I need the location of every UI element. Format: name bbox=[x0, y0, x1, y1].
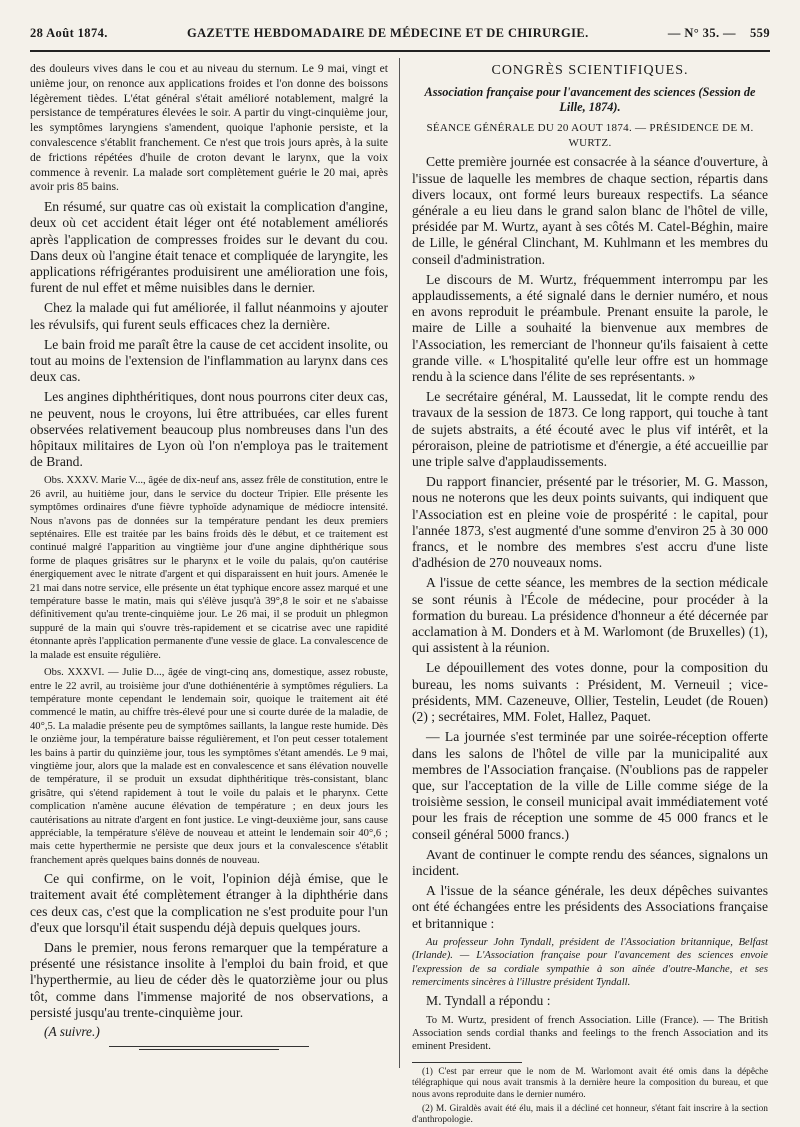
right-paragraph-7: — La journée s'est terminée par une soirée-réception offerte dans les salons de l'hôtel de ville par la municipalité aux membres de l'Association française. (N'oublions pas de rappeler que, sur l'acceptation de la ville de Lille comme siége de la troisième session, le conseil municipal avait immédiatement voté pour les frais de réception une somme de 45 000 francs et le conseil général 5000 francs.) bbox=[412, 729, 768, 842]
observation-36: Obs. XXXVI. — Julie D..., âgée de vingt-cinq ans, domestique, assez robuste, entre le 22 avril, au troisième jour d'une dothiénentérie à symptômes réguliers. La température monte cependant le lendemain soir, quoique le traitement ait été commencé le matin, au chiffre très-élevé pour une si courte durée de la maladie, de 40°,5. La maladie présente peu de symptômes saillants, la langue reste humide. Dès le onzième jour, la température baisse régulièrement, et l'on peut cesser totalement les bains à partir du quinzième jour, tous les symptômes s'étant amendés. Le 9 mai, vingtième jour, alors que la malade est en convalescence et sans élévation nouvelle de température, il se produit un exsudat diphthéritique très-consistant, blanc grisâtre, qui s'étend rapidement à tout le voile du palais et le pharynx. Cette complication n'amène aucune élévation de température ; en deux jours les cautérisations au nitrate d'argent en font justice. Le vingt-deuxième jour, sans cause appréciable, la température s'élève de nouveau et atteint le lendemain soir 40°,6 ; mais cette hyperthermie ne persiste que deux jours et la convalescence s'établit franchement après quelques bains donnés de nouveau. bbox=[30, 667, 388, 866]
left-paragraph-2: En résumé, sur quatre cas où existait la complication d'angine, deux où cet accident était léger ont été notablement améliorés après l'application de compresses froides sur le devant du cou. Dans deux où l'angine était tenace et compliquée de laryngite, les applications réfrigérantes produisirent une amélioration une fois, furent de nul effet et même nuisibles dans le dernier. bbox=[30, 199, 388, 296]
left-paragraph-8: Ce qui confirme, on le voit, l'opinion déjà émise, que le traitement avait été complètement étranger à la diphthérie dans ces deux cas, c'est que la complication ne s'est produite pour l'un d'eux que lorsqu'il était suspendu déjà depuis quelques jours. bbox=[30, 871, 388, 935]
header-page-number: 559 bbox=[750, 25, 770, 40]
right-paragraph-5: A l'issue de cette séance, les membres de la section médicale se sont réunis à l'École de médecine, pour procéder à la formation du bureau. La présidence d'honneur a été décernée par acclamation à M. Donders et à M. Warlomont (de Bruxelles) (1), qui assistent à la réunion. bbox=[412, 575, 768, 656]
right-paragraph-11: M. Tyndall a répondu : bbox=[426, 993, 551, 1009]
right-paragraph-2: Le discours de M. Wurtz, fréquemment interrompu par les applaudissements, a été signalé dans le dernier numéro, et nous en avons reproduit le préambule. Prenant ensuite la parole, le maire de Lille a souhaité la bienvenue aux membres de l'Association, les remerciant de l'honneur qu'ils faisaient à cette grande ville. « L'hospitalité qu'elle leur offre est un hommage rendu à la science dans l'élite de ses représentants. » bbox=[412, 271, 768, 385]
telegram-to-wurtz: To M. Wurtz, president of french Association. Lille (France). — The British Association sends cordial thanks and feelings to the french Association and its eminent President. bbox=[412, 1014, 768, 1053]
end-rule-2 bbox=[139, 1049, 279, 1050]
session-line: SÉANCE GÉNÉRALE DU 20 AOUT 1874. — PRÉSIDENCE DE M. WURTZ. bbox=[426, 121, 754, 149]
footnote-1: (1) C'est par erreur que le nom de M. Warlomont avait été omis dans la dépêche télégraphique qui nous avait transmis à la dernière heure la composition du bureau, et que nous avons reproduite dans le dernier numéro. bbox=[412, 1066, 768, 1100]
left-paragraph-1: des douleurs vives dans le cou et au niveau du sternum. Le 9 mai, vingt et unième jour, on renonce aux applications froides et l'on donne des boissons légèrement tièdes. L'état général s'était amélioré notablement, malgré la persistance de températures élevées le soir. A partir du vingt-cinquième jour, les symptômes laryngiens s'amendent, quoique l'aphonie persiste, et la convalescence s'établit franchement. Ce n'est que trois jours après, à la suite de frictions répétées d'huile de croton devant le larynx, que la voix commence à revenir. La malade sort complètement guérie le 20 mai, après avoir pris 85 bains. bbox=[30, 62, 388, 194]
column-divider bbox=[399, 58, 400, 1068]
header-rule bbox=[30, 50, 770, 52]
right-paragraph-6: Le dépouillement des votes donne, pour la composition du bureau, les noms suivants : Président, M. Verneuil ; vice-présidents, MM. Cazeneuve, Ollier, Testelin, Leudet (de Rouen) (2) ; secrétaires, MM. Folet, Hallez, Paquet. bbox=[412, 660, 768, 725]
article-title: Association française pour l'avancement des sciences (Session de Lille, 1874). bbox=[424, 84, 756, 114]
left-paragraph-4: Le bain froid me paraît être la cause de cet accident insolite, ou tout au moins de l'extension de l'inflammation au larynx dans ces deux cas. bbox=[30, 336, 388, 385]
footnote-2: (2) M. Giraldès avait été élu, mais il a décliné cet honneur, s'étant fait inscrire à la section d'anthropologie. bbox=[412, 1103, 768, 1126]
section-title: CONGRÈS SCIENTIFIQUES. bbox=[491, 63, 689, 78]
left-paragraph-9: Dans le premier, nous ferons remarquer que la température a présenté une résistance insolite à l'emploi du bain froid, et que l'hyperthermie, au lieu de céder dès le quatorzième jour ou plus tôt, comme dans l'immense majorité de nos observations, a persisté jusqu'au trente-cinquième jour. bbox=[30, 940, 388, 1020]
footnote-rule bbox=[412, 1062, 522, 1063]
left-column bbox=[30, 62, 388, 1072]
right-paragraph-4: Du rapport financier, présenté par le trésorier, M. G. Masson, nous ne noterons que les deux points suivants, qui indiquent que l'Association est en pleine voie de prospérité : le capital, pour l'année 1873, s'est augmenté d'une somme d'environ 25 à 30 000 francs, et le nombre des membres s'est accru d'une liste d'adhésion de 270 nouveaux noms. bbox=[412, 474, 768, 571]
header-date: 28 Août 1874. bbox=[30, 25, 108, 40]
page-header bbox=[30, 22, 770, 44]
to-be-continued: (A suivre.) bbox=[44, 1024, 100, 1040]
right-paragraph-9: A l'issue de la séance générale, les deux dépêches suivantes ont été échangées entre les présidents des Associations française et britannique : bbox=[412, 883, 768, 931]
right-paragraph-1: Cette première journée est consacrée à la séance d'ouverture, à l'issue de laquelle les membres de chaque section, répartis dans divers locaux, ont formé leurs bureaux respectifs. La séance générale a eu lieu dans le grand salon blanc de l'hôtel de ville, présidée par M. Wurtz, ayant à ses côtés M. Catel-Béghin, maire de Lille, le général Clinchant, M. Kuhlmann et les membres du conseil d'administration. bbox=[412, 154, 768, 267]
left-paragraph-3: Chez la malade qui fut améliorée, il fallut néanmoins y ajouter les révulsifs, qui furent seuls efficaces chez la dernière. bbox=[30, 300, 388, 332]
telegram-to-tyndall: Au professeur John Tyndall, président de l'Association britannique, Belfast (Irlande). — L'Association française pour l'avancement des sciences envoie l'expression de sa cordiale sympathie à son aînée d'outre-Manche, et ses remerciments sincères à l'illustre président Tyndall. bbox=[412, 936, 768, 988]
right-paragraph-8: Avant de continuer le compte rendu des séances, signalons un incident. bbox=[412, 846, 768, 878]
right-paragraph-3: Le secrétaire général, M. Laussedat, lit le compte rendu des travaux de la session de 1873. Ce long rapport, qui touche à tant de sujets abstraits, a été écouté avec le plus vif intérêt, et la péroraison, pleine de patriotisme et d'énergie, a été accueillie par une triple salve d'applaudissements. bbox=[412, 389, 768, 470]
right-column bbox=[412, 62, 768, 1126]
header-title: GAZETTE HEBDOMADAIRE DE MÉDECINE ET DE CHIRURGIE. bbox=[186, 25, 589, 40]
left-paragraph-5: Les angines diphthéritiques, dont nous pourrons citer deux cas, ne peuvent, nous le croyons, lui être attribuées, car elles furent observées relativement beaucoup plus nombreuses dans l'un des hôpitaux militaires de Lyon où l'on n'employa pas le traitement de Brand. bbox=[30, 389, 388, 470]
end-rule bbox=[109, 1046, 309, 1047]
observation-35: Obs. XXXV. Marie V..., âgée de dix-neuf ans, assez frêle de constitution, entre le 26 avril, au huitième jour, dans le service du docteur Tripier. Elle présente les symptômes ordinaires d'une fièvre typhoïde adynamique de médiocre intensité. Nous n'avons pas de données sur la température pendant les deux premiers septénaires. Elle est traitée par les bains froids dès le début, et ce traitement est continué malgré l'apparition au vingtième jour d'une angine diphthérique sous forme de plaques grisâtres sur le pharynx et le voile du palais, qu'on cautérise énergiquement avec le nitrate d'argent et qui disparaissent en huit jours. Amenée le 21 mai dans notre service, elle présente un état typhique encore assez marqué et une température basse le matin, mais qui s'élève jusqu'à 39°,8 le soir et ne s'abaisse définitivement qu'au trente-cinquième jour. Le 26 mai, il se produit un phlegmon suppuré de la main qui s'ouvre très-rapidement et se cicatrise avec une rapidité étonnante après l'application permanente d'une vessie de glace. La convalescence de la malade est ensuite régulière. bbox=[30, 475, 388, 661]
header-issue-block bbox=[668, 26, 770, 41]
header-issue: — N° 35. — bbox=[667, 25, 736, 40]
